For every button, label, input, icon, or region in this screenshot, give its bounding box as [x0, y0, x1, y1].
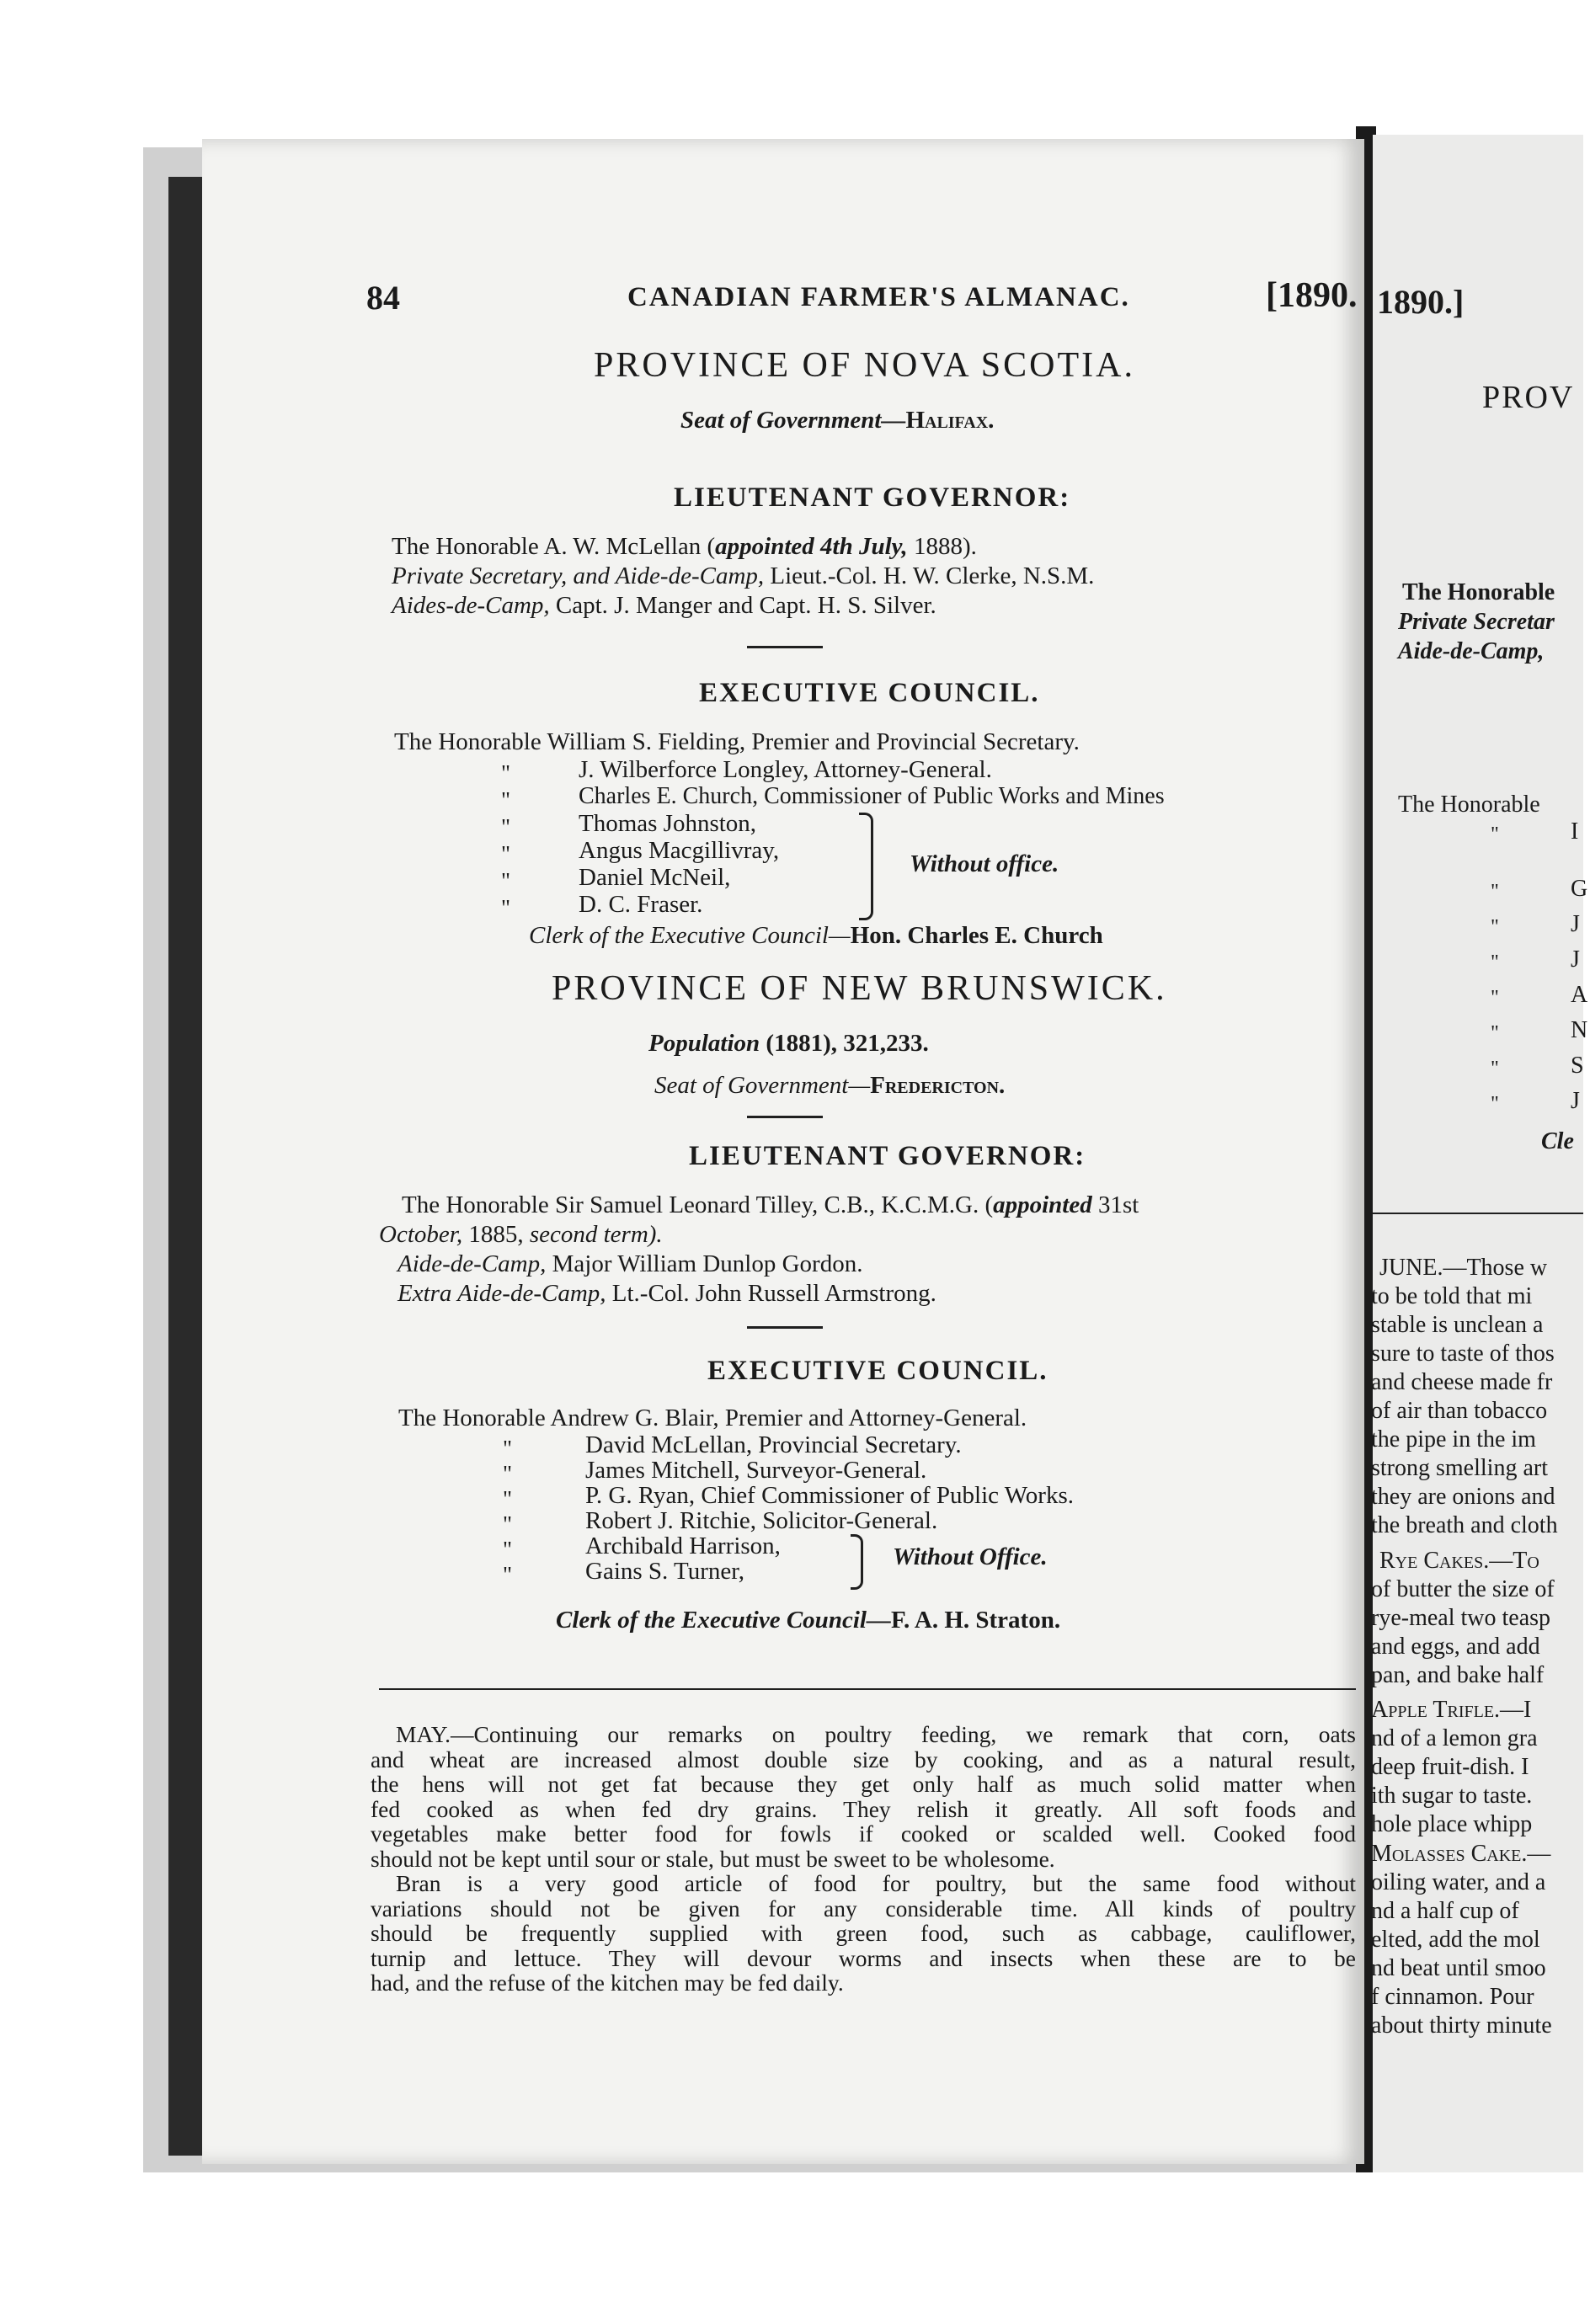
lg-day: 31st [1091, 1191, 1139, 1218]
nb-extra-aide-de-camp [398, 1280, 936, 1308]
nova-scotia-title-text: PROVINCE OF NOVA SCOTIA. [594, 346, 1135, 385]
paragraph-line: had, and the refuse of the kitchen may be fed daily. [371, 1970, 844, 1996]
clerk-label: Clerk of the Executive Council— [556, 1607, 891, 1634]
ns-lg-line-1 [392, 533, 977, 561]
ns-lg-line-3 [392, 592, 936, 620]
right-text-line: elted, add the mol [1371, 1927, 1540, 1953]
paragraph-line: fed cooked as when fed dry grains. They relish it greatly. All soft foods and [371, 1795, 1356, 1822]
right-initial: S [1571, 1053, 1584, 1079]
nb-council-first: The Honorable Andrew G. Blair, Premier and Attorney-General. [398, 1405, 1027, 1431]
right-text-line: of butter the size of [1371, 1576, 1555, 1602]
population-label: Population [648, 1030, 760, 1057]
ditto-mark: " [503, 1461, 513, 1486]
right-text-line: and eggs, and add [1371, 1634, 1540, 1660]
ditto-mark: " [1491, 916, 1499, 938]
nb-council-member: Gains S. Turner, [585, 1558, 744, 1585]
ditto-mark: " [1491, 1058, 1499, 1079]
right-text-line: and cheese made fr [1371, 1369, 1553, 1395]
ns-council-member: Thomas Johnston, [579, 810, 757, 837]
lg-year: 1885, [462, 1221, 530, 1248]
brace [851, 1534, 863, 1590]
right-text-line: hole place whipp [1371, 1811, 1533, 1837]
nb-aide-de-camp [398, 1250, 862, 1278]
lg-appointed: appointed [993, 1191, 1092, 1218]
ns-without-office: Without office. [910, 850, 1059, 877]
paragraph-line: should not be kept until sour or stale, but must be sweet to be wholesome. [371, 1845, 1055, 1872]
nb-council-member: David McLellan, Provincial Secretary. [585, 1431, 962, 1458]
paragraph-line: vegetables make better food for fowls if cooked or scalded well. Cooked food [371, 1820, 1356, 1847]
left-page-content [202, 139, 1364, 2164]
right-text-line: oiling water, and a [1371, 1869, 1546, 1895]
right-initial: N [1571, 1017, 1588, 1043]
brace [859, 813, 873, 920]
nb-lg-line-1 [402, 1191, 1139, 1219]
ns-council-member: Daniel McNeil, [579, 864, 731, 891]
right-header-year: 1890.] [1377, 283, 1465, 321]
nb-population [648, 1030, 929, 1058]
right-title-fragment: PROV [1482, 380, 1575, 415]
seat-value: Fredericton. [870, 1072, 1006, 1099]
ns-council-member: Charles E. Church, Commissioner of Public Works and Mines [579, 783, 1165, 809]
header-year: [1890. [1266, 276, 1358, 315]
right-text-line: the breath and cloth [1371, 1512, 1558, 1538]
ditto-mark: " [501, 787, 511, 813]
lg-appointed: appointed 4th July, [715, 533, 908, 560]
right-text-line: f cinnamon. Pour [1371, 1984, 1534, 2010]
seat-label: Seat of Government— [654, 1072, 871, 1099]
paragraph-line: should be frequently supplied with green food, such as cabbage, cauliflower, [371, 1920, 1356, 1946]
lg-term: second term). [529, 1221, 663, 1248]
clerk-value: Hon. Charles E. Church [850, 922, 1103, 949]
ditto-mark: " [1491, 1093, 1499, 1115]
ns-executive-council-heading: EXECUTIVE COUNCIL. [699, 678, 1040, 708]
ditto-mark: " [1491, 881, 1499, 903]
seat-value: Halifax. [905, 407, 995, 434]
clerk-label: Clerk of the Executive Council— [529, 922, 851, 949]
lg-text: The Honorable A. W. McLellan ( [392, 533, 716, 560]
lg-role: Aides-de-Camp, [392, 592, 550, 619]
lg-month: October, [379, 1221, 463, 1248]
paragraph-line: MAY.—Continuing our remarks on poultry feeding, we remark that corn, oats [396, 1721, 1356, 1747]
population-value: (1881), 321,233. [760, 1030, 929, 1057]
nb-lg-line-2 [379, 1221, 663, 1249]
right-line: Private Secretar [1398, 609, 1555, 635]
right-text-line: nd a half cup of [1371, 1898, 1519, 1924]
right-text-line: JUNE.—Those w [1379, 1255, 1548, 1281]
right-text-line: they are onions and [1371, 1484, 1555, 1510]
paragraph-line: and wheat are increased almost double size by cooking, and as a natural result, [371, 1746, 1356, 1772]
ditto-mark: " [1491, 824, 1499, 845]
nb-council-member: Robert J. Ritchie, Solicitor-General. [585, 1507, 938, 1534]
ditto-mark: " [1491, 1022, 1499, 1044]
right-line: Aide-de-Camp, [1398, 638, 1545, 664]
right-line: The Honorable [1402, 579, 1555, 605]
nb-council-member: P. G. Ryan, Chief Commissioner of Public Works. [585, 1482, 1074, 1509]
ditto-mark: " [501, 868, 511, 893]
seat-label: Seat of Government— [680, 407, 906, 434]
ditto-mark: " [503, 1562, 513, 1587]
right-text-line: strong smelling art [1371, 1455, 1548, 1481]
running-title: CANADIAN FARMER'S ALMANAC. [627, 282, 1130, 312]
section-rule [747, 1326, 823, 1329]
ditto-mark: " [503, 1537, 513, 1562]
nova-scotia-title [594, 345, 1135, 386]
right-initial: I [1571, 818, 1579, 845]
clerk-value: F. A. H. Straton. [890, 1607, 1061, 1634]
nb-executive-council-heading: EXECUTIVE COUNCIL. [707, 1356, 1048, 1386]
ditto-mark: " [1491, 951, 1499, 973]
extra-aide-label: Extra Aide-de-Camp, [398, 1280, 606, 1307]
ns-council-member: J. Wilberforce Longley, Attorney-General. [579, 756, 992, 783]
ditto-mark: " [501, 760, 511, 786]
nova-scotia-seat [680, 407, 994, 434]
ns-council-member: Angus Macgillivray, [579, 837, 780, 864]
right-text-line: Rye Cakes.—To [1379, 1548, 1539, 1574]
right-text-line: deep fruit-dish. I [1371, 1754, 1529, 1780]
paragraph-line: variations should not be given for any considerable time. All kinds of poultry [371, 1895, 1356, 1922]
ditto-mark: " [503, 1486, 513, 1511]
extra-aide-value: Lt.-Col. John Russell Armstrong. [606, 1280, 936, 1307]
ditto-mark: " [1491, 987, 1499, 1009]
may-paragraph [371, 1722, 1356, 1996]
ns-council-member: D. C. Fraser. [579, 891, 703, 918]
page-number: 84 [366, 279, 400, 317]
nb-council-member: Archibald Harrison, [585, 1532, 781, 1559]
ns-lieutenant-governor-heading: LIEUTENANT GOVERNOR: [674, 482, 1071, 513]
ditto-mark: " [503, 1511, 513, 1537]
right-initial: J [1571, 911, 1580, 937]
right-divider [1373, 1213, 1583, 1214]
right-page [1371, 135, 1588, 2172]
right-text-line: of air than tobacco [1371, 1398, 1548, 1424]
right-initial: J [1571, 1088, 1580, 1114]
right-initial: J [1571, 946, 1580, 973]
section-rule [747, 646, 823, 648]
new-brunswick-title: PROVINCE OF NEW BRUNSWICK. [552, 969, 1167, 1008]
nb-seat [654, 1072, 1005, 1100]
right-text-line: to be told that mi [1371, 1283, 1533, 1309]
ns-clerk [529, 922, 1103, 950]
paragraph-line: turnip and lettuce. They will devour worms and insects when these are to be [371, 1944, 1356, 1971]
right-text-line: nd beat until smoo [1371, 1955, 1546, 1981]
ns-council-first: The Honorable William S. Fielding, Premier and Provincial Secretary. [394, 728, 1080, 755]
left-page [202, 139, 1364, 2164]
right-honorable: The Honorable [1398, 792, 1540, 818]
lg-name: Capt. J. Manger and Capt. H. S. Silver. [549, 592, 936, 619]
right-text-line: ith sugar to taste. [1371, 1783, 1533, 1809]
right-text-line: about thirty minute [1371, 2012, 1552, 2039]
nb-clerk [556, 1607, 1060, 1634]
right-text-line: stable is unclean a [1371, 1312, 1544, 1338]
nb-lieutenant-governor-heading: LIEUTENANT GOVERNOR: [689, 1141, 1086, 1171]
aide-value: Major William Dunlop Gordon. [546, 1250, 863, 1277]
right-initial: A [1571, 982, 1588, 1008]
footer-divider [379, 1688, 1356, 1690]
right-text-line: rye-meal two teasp [1371, 1605, 1551, 1631]
right-text-line: Apple Trifle.—I [1371, 1697, 1532, 1723]
ns-lg-line-2 [392, 562, 1094, 590]
right-initial: G [1571, 876, 1588, 902]
right-text-line: the pipe in the im [1371, 1426, 1536, 1452]
ditto-mark: " [501, 895, 511, 920]
lg-text: The Honorable Sir Samuel Leonard Tilley, C.B., K.C.M.G. ( [402, 1191, 994, 1218]
nb-without-office: Without Office. [893, 1543, 1048, 1570]
ditto-mark: " [501, 841, 511, 866]
ditto-mark: " [501, 814, 511, 840]
lg-role: Private Secretary, and Aide-de-Camp, [392, 562, 765, 589]
ditto-mark: " [503, 1436, 513, 1461]
right-text-line: pan, and bake half [1371, 1662, 1545, 1688]
paragraph-line: the hens will not get fat because they get only half as much solid matter when [371, 1771, 1356, 1797]
section-rule [747, 1116, 823, 1118]
lg-name: Lieut.-Col. H. W. Clerke, N.S.M. [764, 562, 1095, 589]
right-text-line: nd of a lemon gra [1371, 1725, 1538, 1751]
paragraph-line: Bran is a very good article of food for poultry, but the same food without [396, 1870, 1356, 1896]
lg-year: 1888). [907, 533, 977, 560]
right-text-line: sure to taste of thos [1371, 1341, 1555, 1367]
right-clerk-fragment: Cle [1541, 1128, 1574, 1154]
right-text-line: Molasses Cake.— [1371, 1841, 1551, 1867]
aide-label: Aide-de-Camp, [398, 1250, 547, 1277]
nb-council-member: James Mitchell, Surveyor-General. [585, 1457, 927, 1484]
